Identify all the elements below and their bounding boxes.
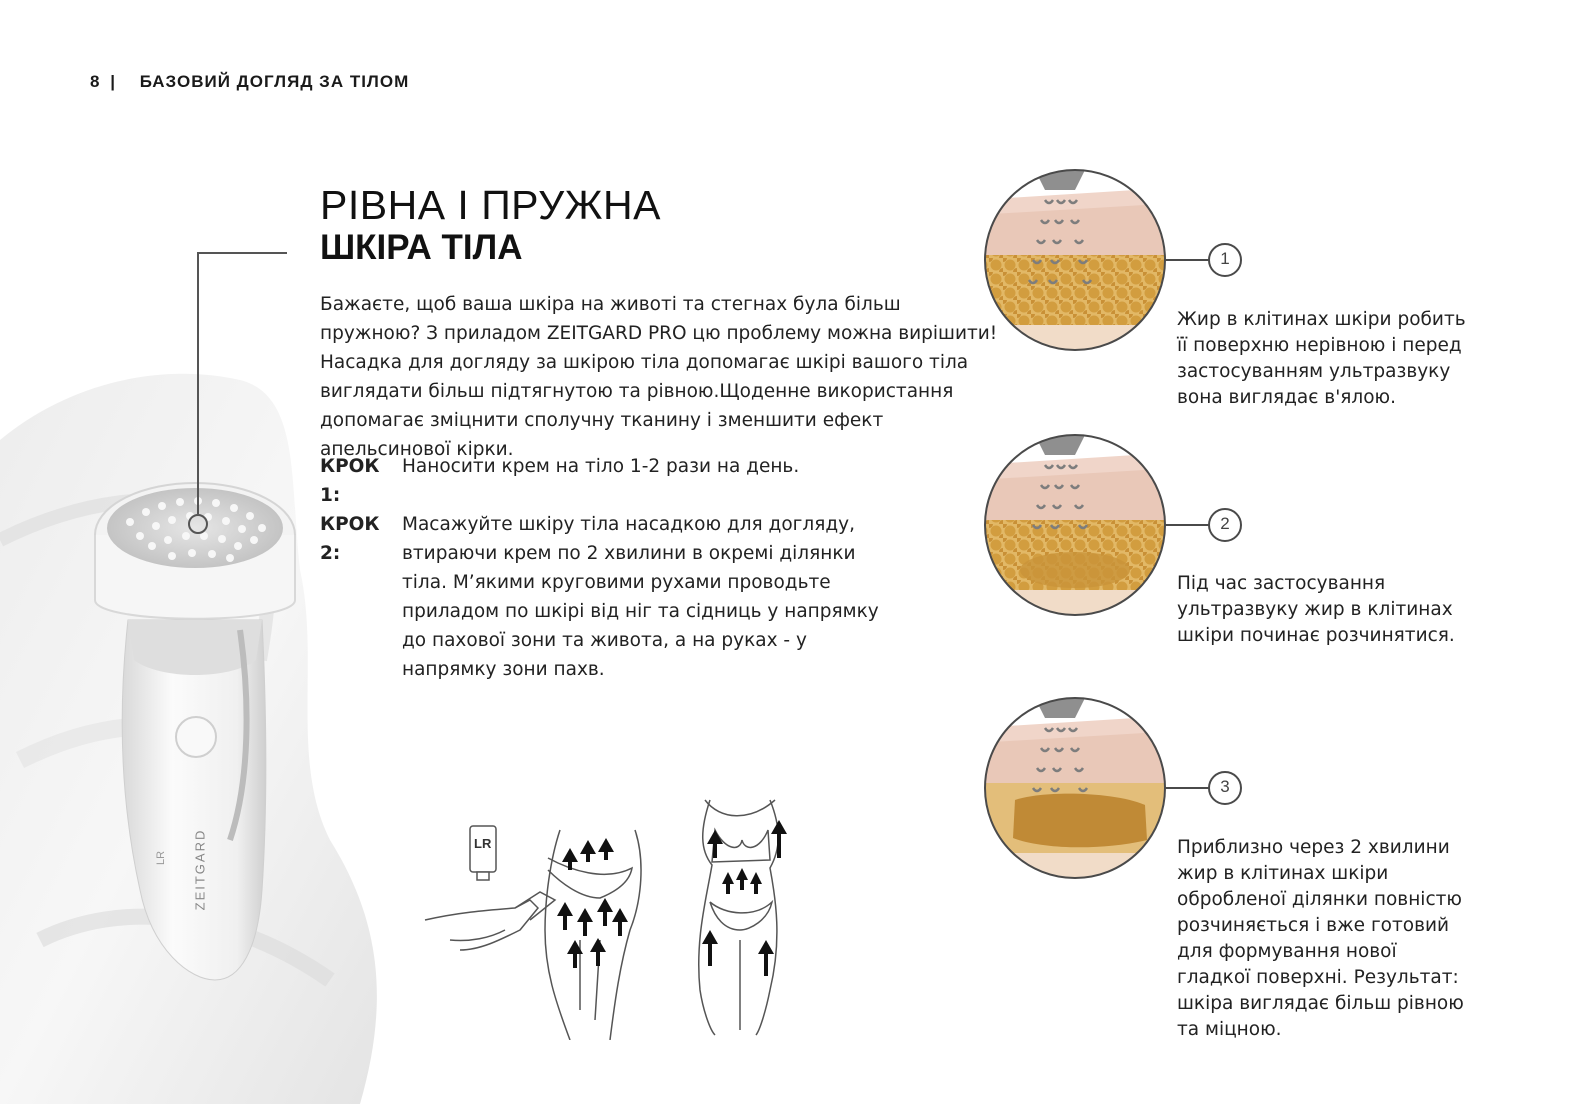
body-front-icon — [705, 800, 775, 816]
device-logo — [156, 852, 176, 872]
direction-arrows-icon — [557, 820, 787, 976]
device-brand-label — [190, 822, 210, 922]
usage-sketch — [420, 790, 800, 1040]
skin-stage-1-diagram — [975, 160, 1175, 370]
section-title: БАЗОВИЙ ДОГЛЯД ЗА ТІЛОМ — [139, 72, 410, 91]
stage-1-description: Жир в клітинах шкіри робить її поверхню нерівною і перед застосуванням ультразвуку вона виглядає в'ялою. — [1177, 309, 1466, 408]
step-2-text: Масажуйте шкіру тіла насадкою для догляду, втираючи крем по 2 хвилини в окремі ділянки тіла. М’якими круговими рухами проводьте приладом по шкірі від ніг та сідниць у напрямку до пахової зони та живота, а на руках - у напрямку зони пахв. — [402, 514, 879, 680]
step-2 — [320, 510, 902, 684]
stage-3-description: Приблизно через 2 хвилини жир в клітинах шкіри обробленої ділянки повністю розчиняється і вже готовий для формування нової гладкої поверхні. Результат: шкіра виглядає більш рівною та міцною. — [1177, 837, 1464, 1040]
device-logo-text: LR — [155, 850, 168, 866]
step-2-label: КРОК 2: — [320, 514, 380, 564]
skin-stage-3-diagram — [975, 688, 1175, 898]
page-header — [90, 72, 409, 92]
page-number: 8 — [90, 72, 101, 91]
step-1-label: КРОК 1: — [320, 456, 380, 506]
hand-icon — [425, 900, 538, 950]
device-brand-text: ZEITGARD — [192, 828, 208, 911]
stage-1-number: 1 — [1220, 249, 1230, 268]
page-title-line1: РІВНА І ПРУЖНА — [320, 182, 661, 228]
stage-2-number: 2 — [1220, 514, 1230, 533]
page-title-line2: ШКІРА ТІЛА — [320, 228, 523, 267]
tube-logo: LR — [474, 836, 492, 851]
stage-2-description: Під час застосування ультразвуку жир в клітинах шкіри починає розчинятися. — [1177, 573, 1455, 646]
step-1 — [320, 452, 922, 510]
stage-3-number: 3 — [1220, 777, 1230, 796]
intro-paragraph: Бажаєте, щоб ваша шкіра на животі та стегнах була більш пружною? З приладом ZEITGARD PRO цю проблему можна вирішити! Насадка для догляду за шкірою тіла допомагає шкірі вашого тіла виглядати більш підтягнутою та рівною.Щоденне використання допомагає зміцнити сполучну тканину і зменшити ефект апельсинової кірки. — [320, 294, 998, 460]
power-button-icon — [176, 717, 216, 757]
header-separator: | — [110, 72, 116, 91]
skin-stage-2-diagram — [975, 425, 1175, 635]
step-1-text: Наносити крем на тіло 1-2 рази на день. — [402, 456, 800, 477]
